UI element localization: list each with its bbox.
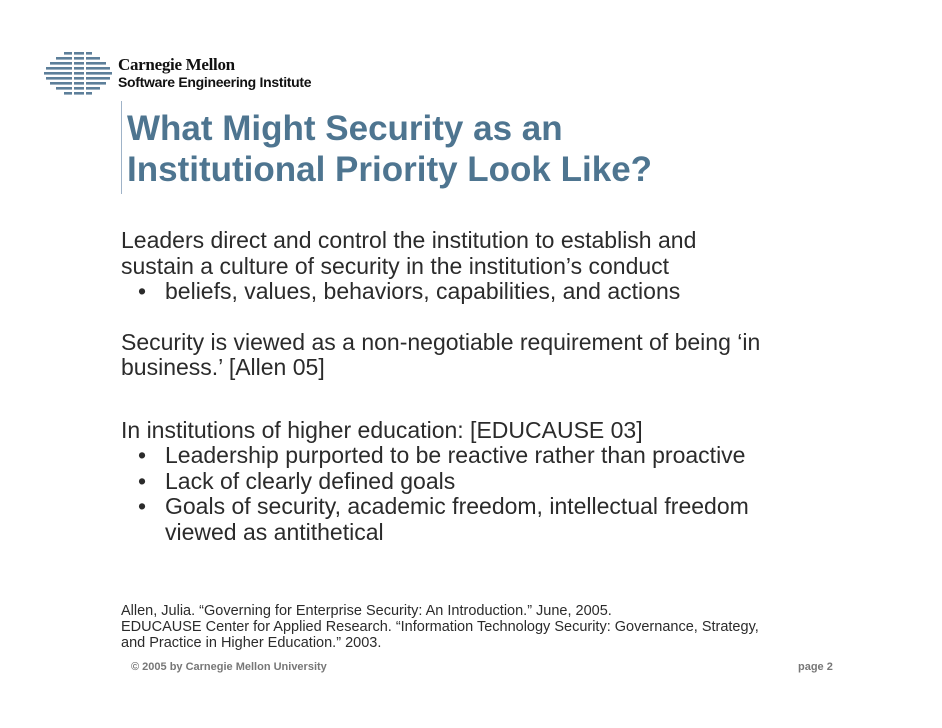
slide-body	[121, 228, 921, 545]
leaders-paragraph	[121, 228, 921, 305]
bullet-item	[121, 469, 921, 495]
bullet-text: viewed as antithetical	[165, 518, 384, 545]
bullet-list	[121, 279, 921, 305]
reference-line: EDUCAUSE Center for Applied Research. “Information Technology Security: Governance, Strategy,	[121, 619, 759, 635]
logo-institute-name: Software Engineering Institute	[118, 74, 312, 90]
bullet-glyph: •	[138, 442, 147, 468]
higher-education-paragraph	[121, 418, 921, 546]
bullet-glyph: •	[138, 493, 147, 519]
bullet-item	[121, 494, 921, 520]
body-line: sustain a culture of security in the institution’s conduct	[121, 252, 670, 279]
bullet-text: beliefs, values, behaviors, capabilities, and actions	[165, 278, 681, 304]
title-divider	[121, 101, 122, 194]
references	[121, 603, 921, 651]
reference-line: Allen, Julia. “Governing for Enterprise Security: An Introduction.” June, 2005.	[121, 603, 612, 619]
security-paragraph	[121, 330, 921, 381]
body-line: In institutions of higher education: [EDUCAUSE 03]	[121, 416, 643, 443]
body-line: Security is viewed as a non-negotiable requirement of being ‘in	[121, 328, 761, 355]
bullet-text: Goals of security, academic freedom, intellectual freedom	[165, 493, 749, 519]
bullet-list	[121, 443, 921, 545]
slide-title-line-1: What Might Security as an	[127, 109, 563, 148]
sei-logo	[42, 50, 342, 100]
bullet-item	[121, 279, 921, 305]
copyright-notice: © 2005 by Carnegie Mellon University	[131, 661, 327, 673]
slide-title	[127, 108, 652, 190]
bullet-continuation	[121, 520, 921, 546]
page-number: page 2	[798, 661, 833, 673]
sei-globe-logo-icon	[42, 50, 114, 96]
bullet-text: Leadership purported to be reactive rather than proactive	[165, 442, 746, 468]
logo-organization-name: Carnegie Mellon	[118, 55, 235, 74]
bullet-glyph: •	[138, 467, 147, 494]
spacer	[121, 381, 921, 418]
bullet-item	[121, 443, 921, 469]
spacer	[121, 305, 921, 330]
body-line: business.’ [Allen 05]	[121, 354, 325, 380]
slide-title-line-2: Institutional Priority Look Like?	[127, 150, 653, 189]
reference-line: and Practice in Higher Education.” 2003.	[121, 635, 382, 651]
body-line: Leaders direct and control the institution to establish and	[121, 227, 697, 253]
bullet-text: Lack of clearly defined goals	[165, 467, 456, 494]
bullet-glyph: •	[138, 278, 147, 304]
